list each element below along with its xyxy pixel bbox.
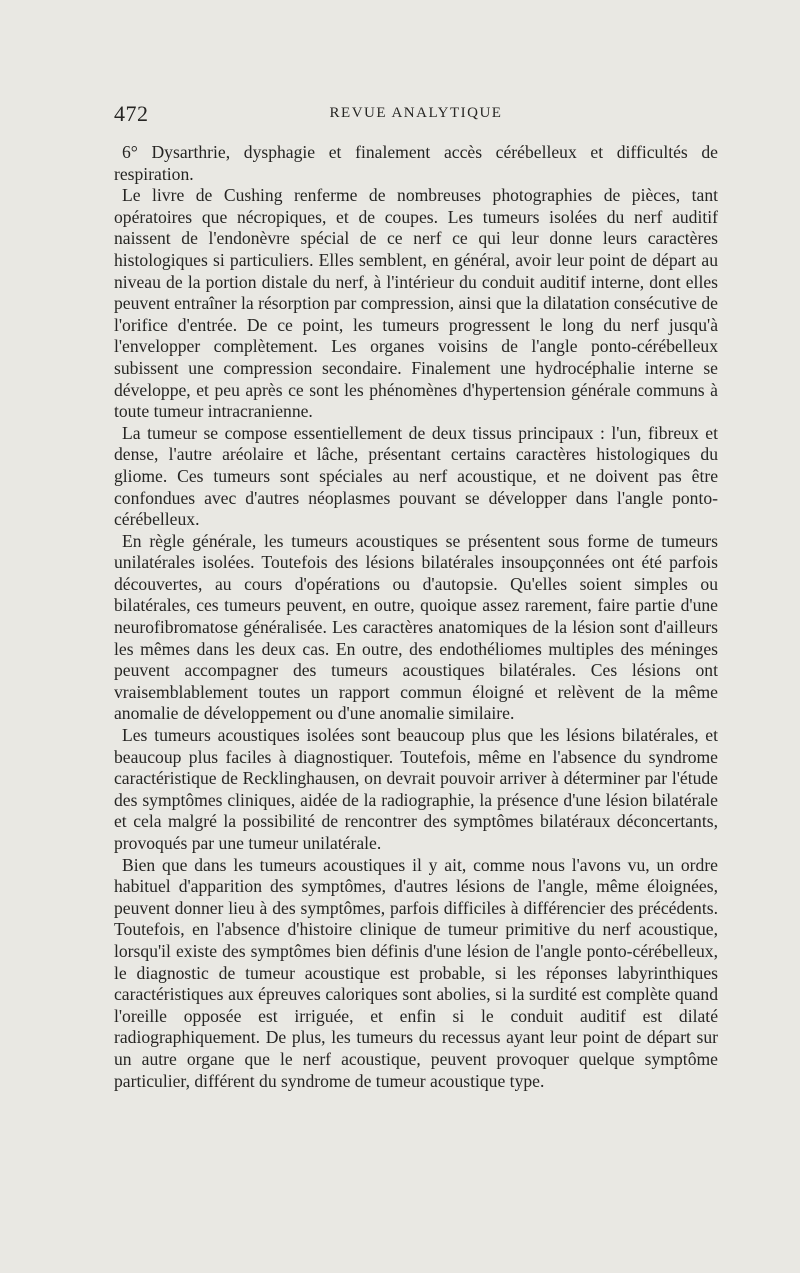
paragraph-unilateral-bilateral: En règle générale, les tumeurs acoustiques se présentent sous forme de tumeurs unilatérales isolées. Toutefois des lésions bilatérales insoupçonnées ont été parfois découvertes, au cours d'opérations ou d'autopsie. Qu'elles soient simples ou bilatérales, ces tumeurs peuvent, en outre, quoique assez rarement, faire partie d'une neurofibromatose généralisée. Les caractères anatomiques de la lésion sont d'ailleurs les mêmes dans les deux cas. En outre, des endothéliomes multiples des méninges peuvent accompagner des tumeurs acoustiques bilatérales. Ces lésions ont vraisemblablement toutes un rapport commun éloigné et relèvent de la même anomalie de développement ou d'une anomalie similaire. [114,530,718,724]
paragraph-symptom-list-end: 6° Dysarthrie, dysphagie et finalement accès cérébelleux et difficultés de respiration. [114,142,718,184]
running-title: REVUE ANALYTIQUE [329,105,503,121]
paragraph-diagnosis: Les tumeurs acoustiques isolées sont beaucoup plus que les lésions bilatérales, et beaucoup plus faciles à diagnostiquer. Toutefois, même en l'absence du syndrome caractéristique de Recklinghausen, on devrait pouvoir arriver à déterminer par l'étude des symptômes cliniques, aidée de la radiographie, la présence d'une lésion bilatérale et cela malgré la possibilité de rencontrer des symptômes bilatéraux déconcertants, provoqués par une tumeur unilatérale. [114,725,718,853]
paragraph-cushing-book: Le livre de Cushing renferme de nombreuses photographies de pièces, tant opératoires que nécropiques, et de coupes. Les tumeurs isolées du nerf auditif naissent de l'endonèvre spécial de ce nerf ce qui leur donne leurs caractères histologiques si particuliers. Elles semblent, en général, avoir leur point de départ au niveau de la portion distale du nerf, à l'intérieur du conduit auditif interne, dont elles peuvent entraîner la résorption par compression, ainsi que la dilatation consécutive de l'orifice d'entrée. De ce point, les tumeurs progressent le long du nerf jusqu'à l'envelopper complètement. Les organes voisins de l'angle ponto-cérébelleux subissent une compression secondaire. Finalement une hydrocéphalie interne se développe, et peu après ce sont les phénomènes d'hypertension générale communs à toute tumeur intracranienne. [114,185,718,422]
page-number: 472 [114,101,149,126]
paragraph-differential-diagnosis: Bien que dans les tumeurs acoustiques il y ait, comme nous l'avons vu, un ordre habituel d'apparition des symptômes, d'autres lésions de l'angle, même éloignées, peuvent donner lieu à des symptômes, parfois difficiles à différencier des précédents. Toutefois, en l'absence d'histoire clinique de tumeur primitive du nerf acoustique, lorsqu'il existe des symptômes bien définis d'une lésion de l'angle ponto-cérébelleux, le diagnostic de tumeur acoustique est probable, si les réponses labyrinthiques caractéristiques aux épreuves caloriques sont abolies, si la surdité est complète quand l'oreille opposée est irriguée, et enfin si le conduit auditif est dilaté radiographiquement. De plus, les tumeurs du recessus ayant leur point de départ sur un autre organe que le nerf acoustique, peuvent provoquer quelque symptôme particulier, différent du syndrome de tumeur acoustique type. [114,854,718,1091]
article-body [114,142,718,1092]
running-header [114,101,718,127]
paragraph-tumor-composition: La tumeur se compose essentiellement de deux tissus principaux : l'un, fibreux et dense, l'autre aréolaire et lâche, présentant certains caractères histologiques du gliome. Ces tumeurs sont spéciales au nerf acoustique, et ne doivent pas être confondues avec d'autres néoplasmes pouvant se développer dans l'angle ponto-cérébelleux. [114,422,718,530]
